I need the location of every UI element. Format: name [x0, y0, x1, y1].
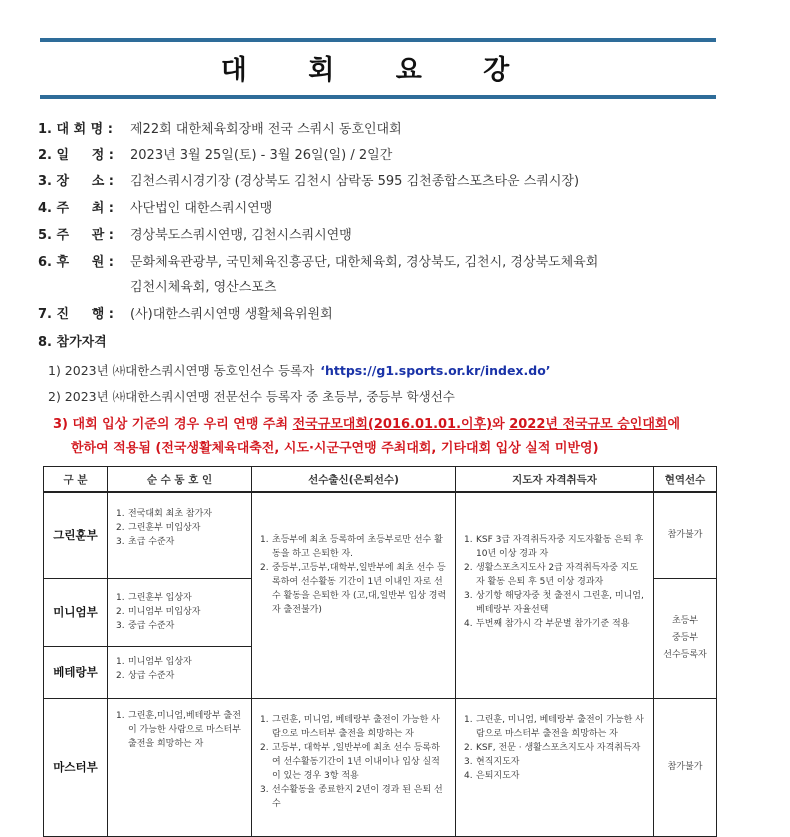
- info-label: 4. 주 최 :: [38, 201, 114, 216]
- list-number: 1.: [464, 535, 473, 545]
- list-text: 생활스포츠지도사 2급 자격취득자중 지도자 활동 은퇴 후 5년 이상 경과자: [476, 563, 639, 587]
- list-text: 선수활동을 종료한지 2년이 경과 된 은퇴 선수: [272, 784, 443, 809]
- green-pure: [108, 492, 252, 578]
- list-item: [260, 533, 447, 561]
- list-number: 2.: [116, 523, 125, 533]
- list-item: [464, 713, 645, 741]
- list-number: 1.: [116, 592, 125, 603]
- info-label: 1. 대 회 명 :: [38, 122, 113, 137]
- info-value: 경상북도스쿼시연맹, 김천시스쿼시연맹: [130, 228, 352, 243]
- info-label: 7. 진 행 :: [38, 307, 114, 322]
- list-item: [464, 741, 645, 755]
- list-item: [116, 619, 243, 633]
- list-number: 1.: [116, 656, 125, 667]
- list-item: [260, 561, 447, 617]
- list-item: [464, 617, 645, 631]
- list-item: [464, 755, 645, 769]
- list-number: 3.: [260, 784, 269, 795]
- list-text: KSF, 전문 · 생활스포츠지도사 자격취득자: [476, 742, 641, 753]
- active-registered: 선수등록자: [663, 649, 707, 660]
- list-text: 초급 수준자: [128, 537, 175, 547]
- header-pure-amateur: 순 수 동 호 인: [108, 467, 252, 493]
- list-text: 은퇴지도자: [476, 770, 520, 781]
- info-value: 김천시체육회, 영산스포츠: [130, 280, 277, 295]
- info-line: [38, 228, 352, 244]
- table-row: [44, 492, 717, 578]
- list-text: 전국대회 최초 참가자: [128, 509, 212, 519]
- list-text: 그린훈, 미니엄, 베테랑부 출전이 가능한 사람으로 마스터부 출전을 희망하는 자: [272, 714, 440, 739]
- retired-top: [252, 492, 456, 698]
- info-line: [38, 307, 333, 323]
- registration-url[interactable]: ‘https://g1.sports.or.kr/index.do’: [320, 363, 551, 378]
- list-number: 2.: [464, 742, 473, 753]
- info-label: 5. 주 관 :: [38, 228, 114, 243]
- list-text: KSF 3급 자격취득자중 지도자활동 은퇴 후 10년 이상 경과 자: [476, 535, 644, 559]
- list-text: 중등부,고등부,대학부,일반부에 최초 선수 등록하여 선수활동 기간이 1년 이내인 자로 선수 활동을 은퇴한 자 (고,대,일반부 입상 경력자 출전불가): [272, 563, 447, 615]
- eligibility-line-1: [48, 361, 551, 379]
- active-mid: [654, 578, 717, 698]
- division-green: 그린훈부: [44, 492, 108, 578]
- eligibility-3d: 2022년 전국규모 승인대회: [509, 417, 668, 432]
- list-number: 3.: [116, 620, 125, 631]
- title-top-rule: [40, 38, 716, 42]
- eligibility-3c: 와: [492, 417, 510, 432]
- list-text: 고등부, 대학부 ,일반부에 최초 선수 등록하여 선수활동기간이 1년 이내이나 입상 실적이 있는 경우 3항 적용: [272, 742, 440, 781]
- list-number: 3.: [464, 591, 473, 601]
- master-pure: [108, 698, 252, 836]
- list-number: 3.: [464, 756, 473, 767]
- info-label: 8. 참가자격: [38, 335, 107, 350]
- master-active: 참가불가: [654, 698, 717, 836]
- list-text: 두번째 참가시 각 부문별 참가기준 적용: [476, 619, 630, 629]
- list-number: 1.: [260, 714, 269, 725]
- table-header-row: [44, 467, 717, 493]
- list-number: 3.: [116, 537, 125, 547]
- header-retired: 선수출신(은퇴선수): [252, 467, 456, 493]
- list-item: [116, 605, 243, 619]
- mini-pure: [108, 578, 252, 646]
- list-number: 1.: [116, 710, 125, 721]
- list-item: [116, 507, 243, 521]
- eligibility-line-4: 한하여 적용됨 (전국생활체육대축전, 시도·시군구연맹 주최대회, 기타대회 입상 실적 미반영): [71, 441, 599, 456]
- info-line: [38, 122, 402, 138]
- title-bottom-rule: [40, 95, 716, 99]
- list-number: 1.: [116, 509, 125, 519]
- list-text: 그린훈부 미입상자: [128, 523, 201, 533]
- list-text: 상급 수준자: [128, 670, 175, 681]
- list-number: 2.: [260, 742, 269, 753]
- list-text: 미니엄부 입상자: [128, 656, 192, 667]
- info-label: 2. 일 정 :: [38, 148, 114, 163]
- info-value: 문화체육관광부, 국민체육진흥공단, 대한체육회, 경상북도, 김천시, 경상북도체육회: [130, 255, 599, 270]
- header-division: 구 분: [44, 467, 108, 493]
- info-value: 2023년 3월 25일(토) - 3월 26일(일) / 2일간: [130, 148, 393, 163]
- info-value: 제22회 대한체육회장배 전국 스쿼시 동호인대회: [130, 122, 402, 137]
- list-item: [260, 783, 447, 811]
- active-middle: 중등부: [671, 632, 699, 643]
- active-elementary: 초등부: [671, 615, 699, 626]
- eligibility-3e: 에: [667, 417, 681, 432]
- division-beta: 베테랑부: [44, 646, 108, 698]
- info-line: [38, 335, 130, 351]
- info-line: [38, 280, 276, 296]
- info-line: [38, 174, 579, 190]
- list-item: [116, 521, 243, 535]
- division-master: 마스터부: [44, 698, 108, 836]
- list-text: 상기항 해당자중 첫 출전시 그린훈, 미니엄, 베테랑부 자율선택: [476, 591, 644, 615]
- header-active: 현역선수: [654, 467, 717, 493]
- list-number: 4.: [464, 770, 473, 781]
- info-line: [38, 201, 272, 217]
- list-text: 초등부에 최초 등록하여 초등부로만 선수 활동을 하고 은퇴한 자.: [272, 535, 443, 559]
- list-item: [116, 669, 243, 683]
- table-row: [44, 698, 717, 836]
- coach-top: [456, 492, 654, 698]
- list-text: 그린훈,미니엄,베테랑부 출전이 가능한 사람으로 마스터부 출전을 희망하는 자: [128, 710, 241, 749]
- list-item: [464, 533, 645, 561]
- eligibility-line-3: [53, 413, 680, 432]
- info-value: (사)대한스쿼시연맹 생활체육위원회: [130, 307, 333, 322]
- eligibility-3a: 3) 대회 입상 기준의 경우 우리 연맹 주최: [53, 417, 293, 432]
- list-item: [116, 535, 243, 549]
- list-item: [116, 591, 243, 605]
- division-table: [43, 466, 717, 837]
- list-number: 2.: [464, 563, 473, 573]
- master-coach: [456, 698, 654, 836]
- eligibility-line-2: 2) 2023년 ㈔대한스쿼시연맹 전문선수 등록자 중 초등부, 중등부 학생선수: [48, 389, 455, 404]
- info-value: 김천스쿼시경기장 (경상북도 김천시 삼락동 595 김천종합스포츠타운 스쿼시장): [130, 174, 580, 189]
- list-text: 그린훈, 미니엄, 베테랑부 출전이 가능한 사람으로 마스터부 출전을 희망하는 자: [476, 714, 644, 739]
- info-label: 3. 장 소 :: [38, 174, 114, 189]
- list-number: 2.: [260, 563, 269, 573]
- beta-pure: [108, 646, 252, 698]
- list-text: 중급 수준자: [128, 620, 175, 631]
- green-active: 참가불가: [654, 492, 717, 578]
- list-item: [260, 713, 447, 741]
- list-item: [464, 589, 645, 617]
- list-item: [464, 561, 645, 589]
- division-mini: 미니엄부: [44, 578, 108, 646]
- info-value: 사단법인 대한스쿼시연맹: [130, 201, 273, 216]
- list-number: 1.: [464, 714, 473, 725]
- list-item: [260, 741, 447, 783]
- list-number: 2.: [116, 606, 125, 617]
- info-label: 6. 후 원 :: [38, 255, 114, 270]
- list-number: 4.: [464, 619, 473, 629]
- info-line: [38, 148, 392, 164]
- master-retired: [252, 698, 456, 836]
- eligibility-text-1: 1) 2023년 ㈔대한스쿼시연맹 동호인선수 등록자: [48, 363, 315, 378]
- list-text: 미니엄부 미입상자: [128, 606, 201, 617]
- list-number: 1.: [260, 535, 269, 545]
- info-line: [38, 255, 598, 271]
- list-text: 그린훈부 입상자: [128, 592, 192, 603]
- header-coach: 지도자 자격취득자: [456, 467, 654, 493]
- eligibility-3b: 전국규모대회(2016.01.01.이후): [292, 417, 493, 432]
- page-title: 대 회 요 강: [220, 55, 536, 86]
- list-item: [116, 655, 243, 669]
- list-item: [116, 709, 243, 751]
- list-text: 현직지도자: [476, 756, 520, 767]
- list-item: [464, 769, 645, 783]
- list-number: 2.: [116, 670, 125, 681]
